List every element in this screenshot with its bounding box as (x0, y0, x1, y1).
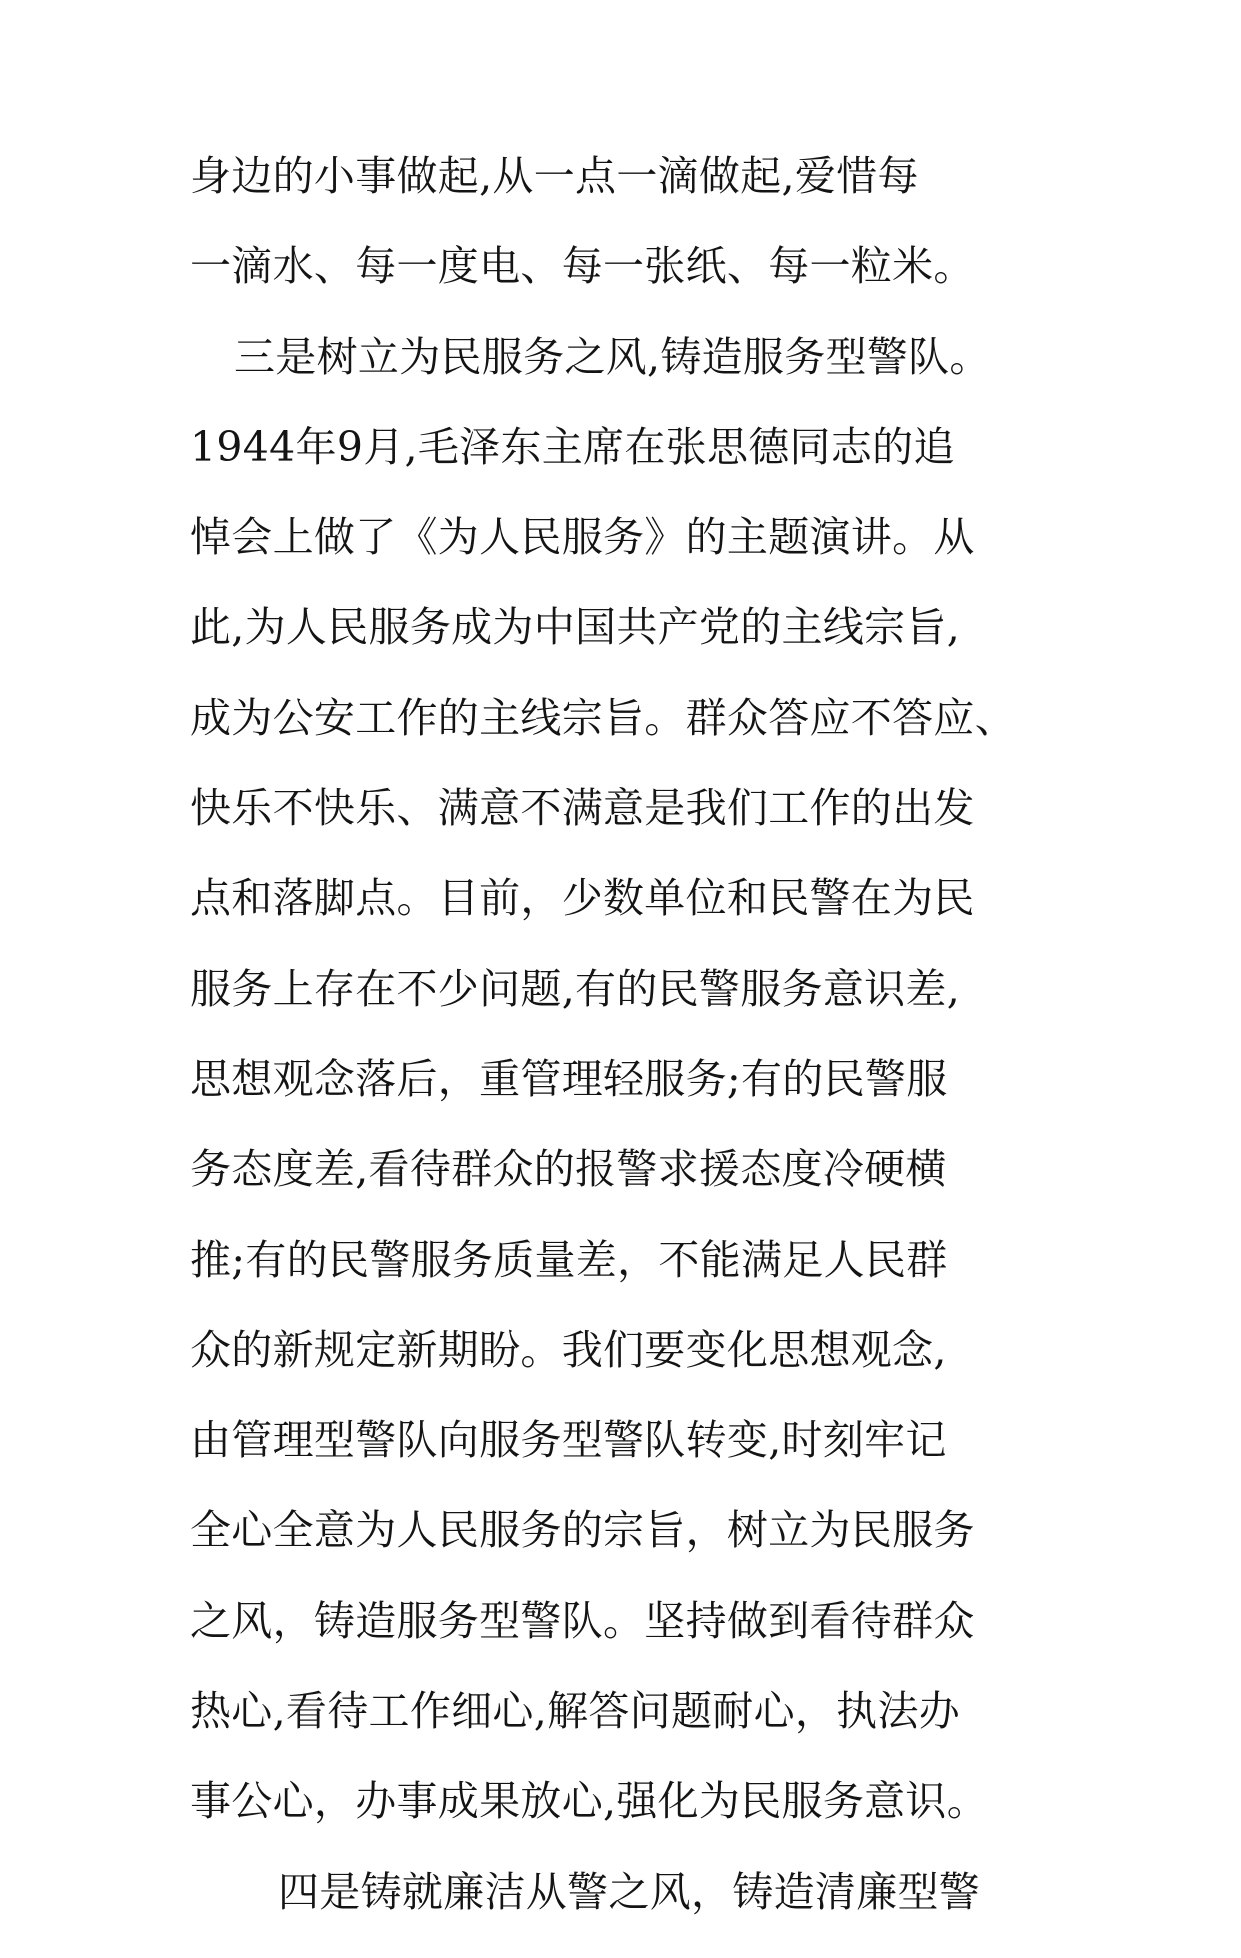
text-line: 1944年9月,毛泽东主席在张思德同志的追 (190, 422, 955, 471)
body-text (190, 152, 1090, 1958)
text-line: 一滴水、每一度电、每一张纸、每一粒米。 (190, 242, 975, 291)
text-line: 思想观念落后，重管理轻服务;有的民警服 (190, 1054, 948, 1103)
text-line: 服务上存在不少问题,有的民警服务意识差, (190, 964, 961, 1013)
paragraph-start-line: 四是铸就廉洁从警之风，铸造清廉型警 (278, 1867, 981, 1916)
text-line: 悼会上做了《为人民服务》的主题演讲。从 (190, 513, 975, 562)
text-line: 推;有的民警服务质量差，不能满足人民群 (190, 1235, 948, 1284)
paragraph-start-line: 三是树立为民服务之风,铸造服务型警队。 (234, 332, 991, 381)
text-line: 众的新规定新期盼。我们要变化思想观念, (190, 1325, 947, 1374)
text-line: 此,为人民服务成为中国共产党的主线宗旨, (190, 603, 961, 652)
text-line: 点和落脚点。目前，少数单位和民警在为民 (190, 874, 975, 923)
text-line: 之风，铸造服务型警队。坚持做到看待群众 (190, 1596, 975, 1645)
text-line: 由管理型警队向服务型警队转变,时刻牢记 (190, 1416, 947, 1465)
text-line: 全心全意为人民服务的宗旨，树立为民服务 (190, 1506, 975, 1555)
text-line: 快乐不快乐、满意不满意是我们工作的出发 (190, 784, 975, 833)
text-line: 热心,看待工作细心,解答问题耐心，执法办 (190, 1687, 961, 1736)
text-line: 成为公安工作的主线宗旨。群众答应不答应、 (190, 693, 1016, 742)
text-line: 务态度差,看待群众的报警求援态度冷硬横 (190, 1145, 947, 1194)
text-line: 身边的小事做起,从一点一滴做起,爱惜每 (190, 152, 919, 200)
text-line: 事公心，办事成果放心,强化为民服务意识。 (190, 1777, 989, 1826)
